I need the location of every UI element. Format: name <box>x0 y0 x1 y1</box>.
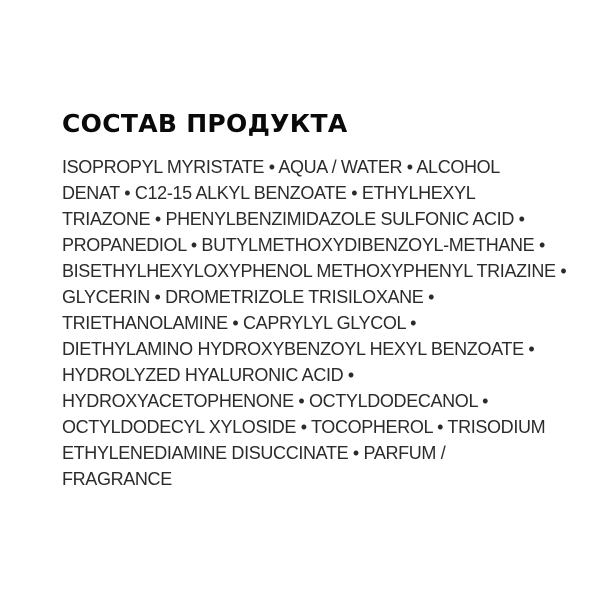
ingredient-line: ETHYLENEDIAMINE DISUCCINATE • PARFUM / <box>62 443 446 463</box>
ingredient-line: DENAT • C12-15 ALKYL BENZOATE • ETHYLHEXYL <box>62 183 476 203</box>
product-composition-card <box>62 106 567 492</box>
ingredient-line: HYDROXYACETOPHENONE • OCTYLDODECANOL • <box>62 391 489 411</box>
ingredient-line: TRIAZONE • PHENYLBENZIMIDAZOLE SULFONIC ACID • <box>62 209 525 229</box>
ingredient-line: TRIETHANOLAMINE • CAPRYLYL GLYCOL • <box>62 313 417 333</box>
ingredient-line: PROPANEDIOL • BUTYLMETHOXYDIBENZOYL-METHANE • <box>62 235 545 255</box>
ingredient-line: OCTYLDODECYL XYLOSIDE • TOCOPHEROL • TRISODIUM <box>62 417 546 437</box>
ingredient-line: BISETHYLHEXYLOXYPHENOL METHOXYPHENYL TRIAZINE • <box>62 261 567 281</box>
ingredient-line: FRAGRANCE <box>62 469 172 489</box>
ingredient-list <box>62 154 567 492</box>
ingredient-line: ISOPROPYL MYRISTATE • AQUA / WATER • ALCOHOL <box>62 157 500 177</box>
ingredient-line: HYDROLYZED HYALURONIC ACID • <box>62 365 354 385</box>
page-title: СОСТАВ ПРОДУКТА <box>62 109 348 138</box>
ingredient-line: DIETHYLAMINO HYDROXYBENZOYL HEXYL BENZOATE • <box>62 339 535 359</box>
ingredient-line: GLYCERIN • DROMETRIZOLE TRISILOXANE • <box>62 287 435 307</box>
